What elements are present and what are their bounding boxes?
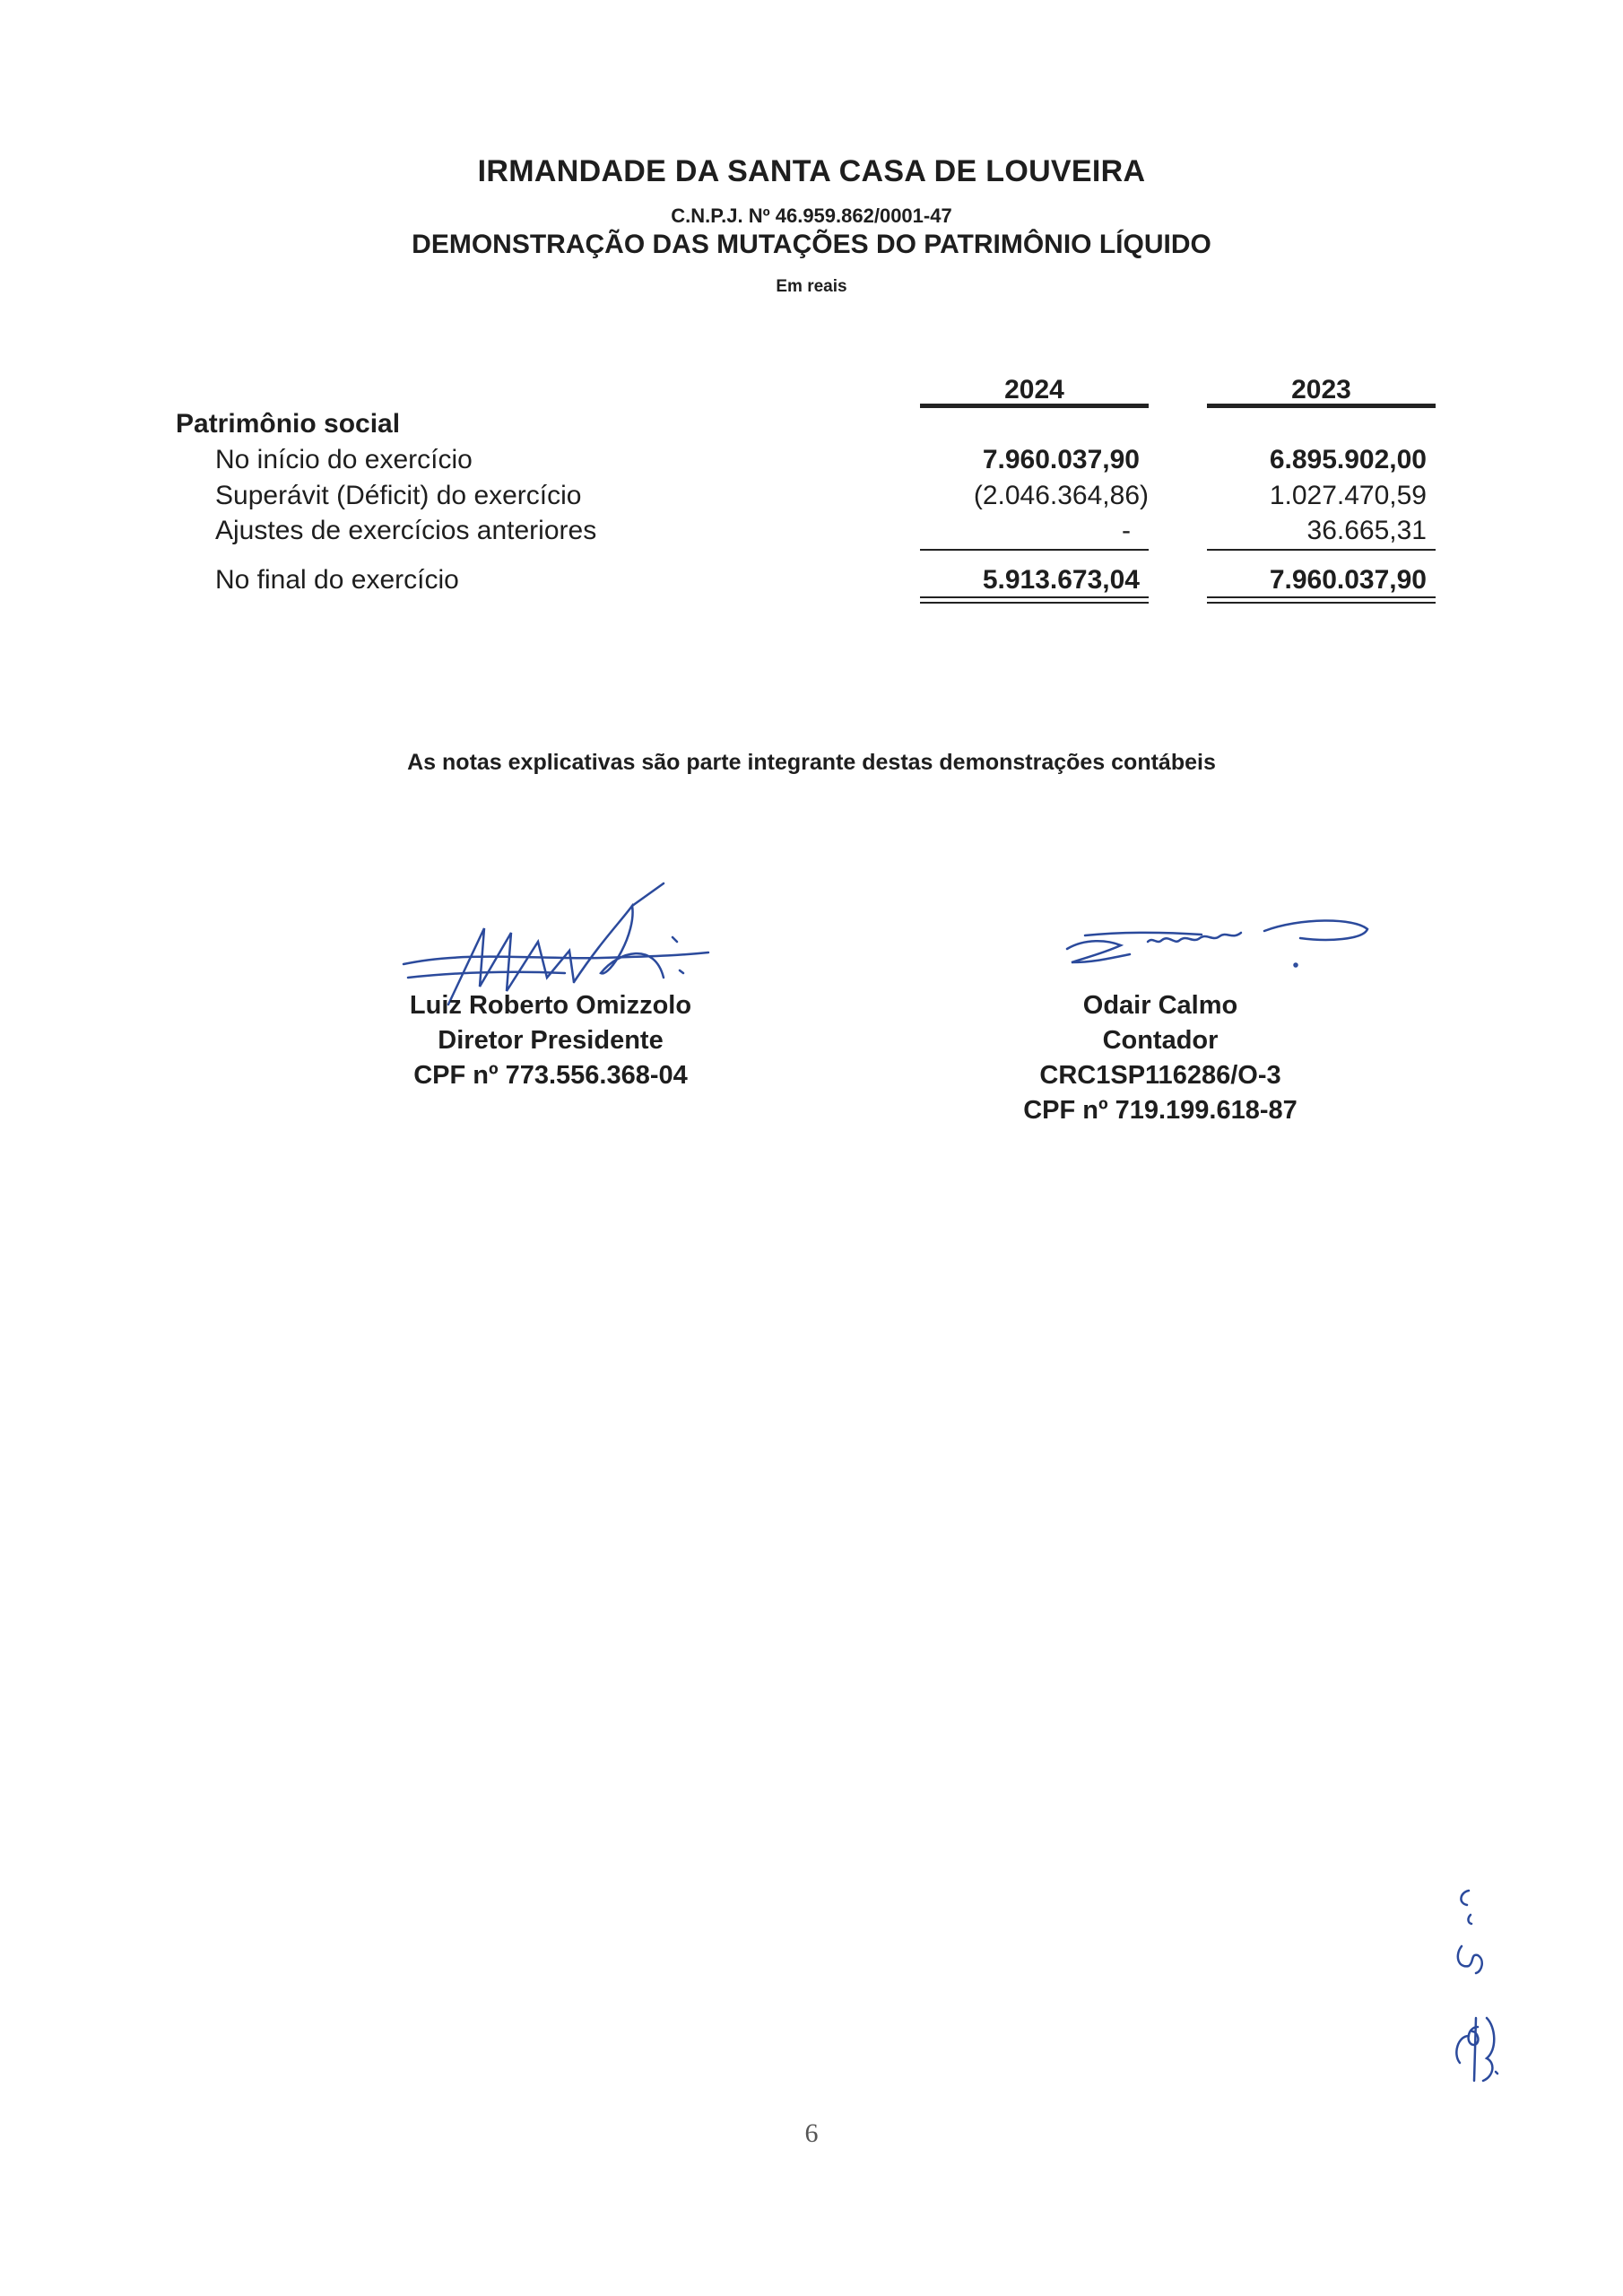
row-label-closing-balance: No final do exercício xyxy=(215,565,459,595)
value-surplus-2024: (2.046.364,86) xyxy=(973,481,1149,510)
header-rule-2023 xyxy=(1207,404,1436,408)
header-rule-2024 xyxy=(920,404,1149,408)
column-header-2023: 2023 xyxy=(1291,375,1351,404)
statement-title: DEMONSTRAÇÃO DAS MUTAÇÕES DO PATRIMÔNIO LÍQUIDO xyxy=(412,230,1211,259)
column-header-2024: 2024 xyxy=(1004,375,1064,404)
cnpj-number: C.N.P.J. Nº 46.959.862/0001-47 xyxy=(671,204,952,227)
value-closing-2024: 5.913.673,04 xyxy=(982,565,1140,595)
section-title: Patrimônio social xyxy=(176,409,401,439)
director-cpf: CPF nº 773.556.368-04 xyxy=(413,1061,688,1090)
row-label-prior-adjustments: Ajustes de exercícios anteriores xyxy=(215,516,597,545)
total-double-rule-bottom-2023 xyxy=(1207,602,1436,604)
director-role: Diretor Presidente xyxy=(438,1026,664,1055)
signature-accountant-scribble xyxy=(1058,913,1381,985)
total-double-rule-top-2024 xyxy=(920,596,1149,598)
accountant-name: Odair Calmo xyxy=(1082,991,1238,1020)
total-double-rule-bottom-2024 xyxy=(920,602,1149,604)
value-adjustments-2023: 36.665,31 xyxy=(1306,516,1427,545)
organization-name: IRMANDADE DA SANTA CASA DE LOUVEIRA xyxy=(477,154,1146,188)
currency-note: Em reais xyxy=(776,277,847,296)
value-opening-2024: 7.960.037,90 xyxy=(982,445,1140,474)
value-surplus-2023: 1.027.470,59 xyxy=(1269,481,1427,510)
accountant-cpf: CPF nº 719.199.618-87 xyxy=(1023,1096,1298,1125)
value-closing-2023: 7.960.037,90 xyxy=(1269,565,1427,595)
signatory-director xyxy=(317,988,784,1093)
accountant-role: Contador xyxy=(1102,1026,1219,1055)
subtotal-rule-2024 xyxy=(920,549,1149,551)
signatory-accountant xyxy=(927,988,1393,1128)
total-double-rule-top-2023 xyxy=(1207,596,1436,598)
footnote: As notas explicativas são parte integrante destas demonstrações contábeis xyxy=(407,750,1216,775)
row-label-surplus-deficit: Superávit (Déficit) do exercício xyxy=(215,481,582,510)
page-number: 6 xyxy=(804,2118,819,2148)
margin-initials-scribble xyxy=(1442,1883,1523,2090)
director-name: Luiz Roberto Omizzolo xyxy=(409,991,692,1020)
value-opening-2023: 6.895.902,00 xyxy=(1269,445,1427,474)
row-label-opening-balance: No início do exercício xyxy=(215,445,473,474)
subtotal-rule-2023 xyxy=(1207,549,1436,551)
accountant-registration: CRC1SP116286/O-3 xyxy=(1039,1061,1281,1090)
value-adjustments-2024: - xyxy=(1122,516,1131,545)
